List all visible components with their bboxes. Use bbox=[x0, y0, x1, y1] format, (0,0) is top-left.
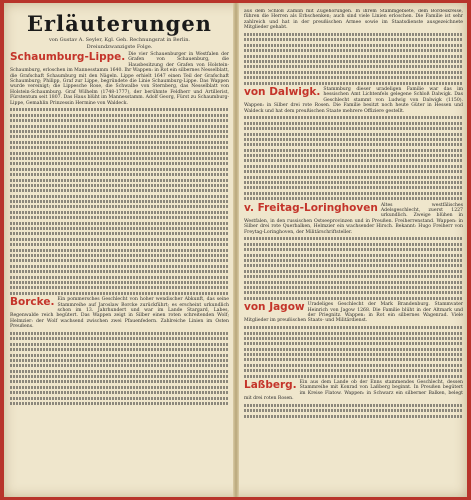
text-block-filler bbox=[244, 33, 463, 85]
page-title: Erläuterungen bbox=[27, 11, 212, 36]
text-block-filler bbox=[244, 237, 463, 299]
entry-text: Stammburg dieser uradeligen Familie war das im hessischen Amt Lichtenfels gelegene Schloß Dalwigk. Das Geschlecht stammt von Ludwig von Dalwigk (1150). Wappen: in Silber drei rote Rosen. Die Familie besitzt noch heute Güter in Hessen und Waldeck und hat dem preußischen Staate mehrere Offiziere gestellt. bbox=[244, 86, 463, 114]
entry-jagow bbox=[244, 302, 463, 378]
entry-lassberg bbox=[244, 380, 463, 418]
entry-freitag-loringhoven bbox=[244, 203, 463, 300]
continuation-text: aus dem Schloß Zamlin mit Zugehörungen. In ihrem Stammgebiete, dem Bordeskreise, führen die Herren als Erbschenken; auch sind viele Linien erloschen. Die Familie ist sehr zahlreich und hat in der preußischen Armee sowie im Staatsdienste ausgezeichnete Mitglieder gehabt. bbox=[244, 9, 463, 31]
entry-heading: von Jagow bbox=[244, 301, 305, 314]
book-spread bbox=[4, 3, 467, 497]
entry-dalwigk bbox=[244, 87, 463, 200]
text-block-filler bbox=[10, 108, 229, 294]
entry-text: Ein aus dem Lande ob der Enns stammendes Geschlecht, dessen Stammreihe mit Konrad von Laßberg beginnt. In Preußen begütert im Kreise Flatow. Wappen: in Schwarz ein silberner Balken, belegt mit drei roten Rosen. bbox=[244, 380, 463, 402]
entry-text: Altes westfälisches Adelsgeschlecht, zuerst 1227 urkundlich. Zweige blühen in Westfalen, in den russischen Ostseeprovinzen und in Preußen. Freiherrenstand. Wappen: in Silber drei rote Querbalken, Helmzier ein wachsender Hirsch. Bekannt: Hugo Freiherr von Freytag-Loringhoven, der Militärschriftsteller. bbox=[244, 202, 463, 235]
entry-heading: v. Freitag-Loringhoven bbox=[244, 201, 378, 214]
left-page bbox=[10, 9, 229, 493]
entry-heading: Borcke. bbox=[10, 296, 55, 309]
text-block-filler bbox=[244, 404, 463, 418]
entry-text: Die vier Schauenburger in Westfalen der Grafen von Schauenburg, die Hausbesitzung der Grafen von Holstein-Schaumburg, erloschen im Mannesstamm 1640. Ihr Wappen: in Rot ein silbernes Nesselblatt, die Grafschaft Schaumburg mit den Nägeln. Lippe erhielt 1647 einen Teil der Grafschaft Schaumburg; Philipp, Graf zur Lippe, begründete die Linie Schaumburg-Lippe. Das Wappen wurde vereinigt; die Lippesche Rose, die Schwalbe von Sternberg, das Nesselblatt von Holstein-Schaumburg. Graf Wilhelm (1748-1777), der berühmte Feldherr und Artillerist, Fürstentum seit 1807. Das Haus blüht im Mannesstamm. Adolf Georg, Fürst zu Schaumburg-Lippe, Gemahlin Prinzessin Hermine von Waldeck. bbox=[10, 52, 229, 106]
entry-borcke bbox=[10, 297, 229, 405]
byline: von Gustav A. Seyler, Kgl. Geh. Rechnungsrat in Berlin. bbox=[48, 37, 191, 43]
text-block-filler bbox=[244, 116, 463, 200]
text-block-filler bbox=[10, 332, 229, 405]
entry-heading: Laßberg. bbox=[244, 379, 297, 392]
sequence-label: Dreiundzwanzigste Folge. bbox=[86, 44, 153, 50]
right-page bbox=[244, 9, 463, 493]
text-block-filler bbox=[244, 326, 463, 378]
entry-heading: von Dalwigk. bbox=[244, 85, 321, 98]
entry-heading: Schaumburg-Lippe. bbox=[10, 51, 126, 63]
book-gutter bbox=[233, 3, 239, 497]
entry-text: Uradeliges Geschlecht der Mark Brandenburg. Stammvater Heinrich von Jagow 1268. Die Familie blüht in der Altmark und der Priegnitz. Wappen: in Rot ein silbernes Wagenrad. Viele Mitglieder im preußischen Staats- und Militärdienst. bbox=[244, 302, 463, 324]
entry-schaumburg-lippe bbox=[10, 52, 229, 295]
entry-text: Ein pommersches Geschlecht von hoher wendischer Abkunft, das seine Stammreihe auf Jaroslaw Borcke zurückführt; es erscheint urkundlich schon im 13. Jahrhundert und war im Lande Stargard, Labes, Regenwalde reich begütert. Das Wappen zeigt in Silber einen roten schreitenden Wolf; Helmzier: der Wolf wachsend zwischen zwei Pfauenfedern. Zahlreiche Linien im Osten Preußens. bbox=[10, 297, 229, 330]
